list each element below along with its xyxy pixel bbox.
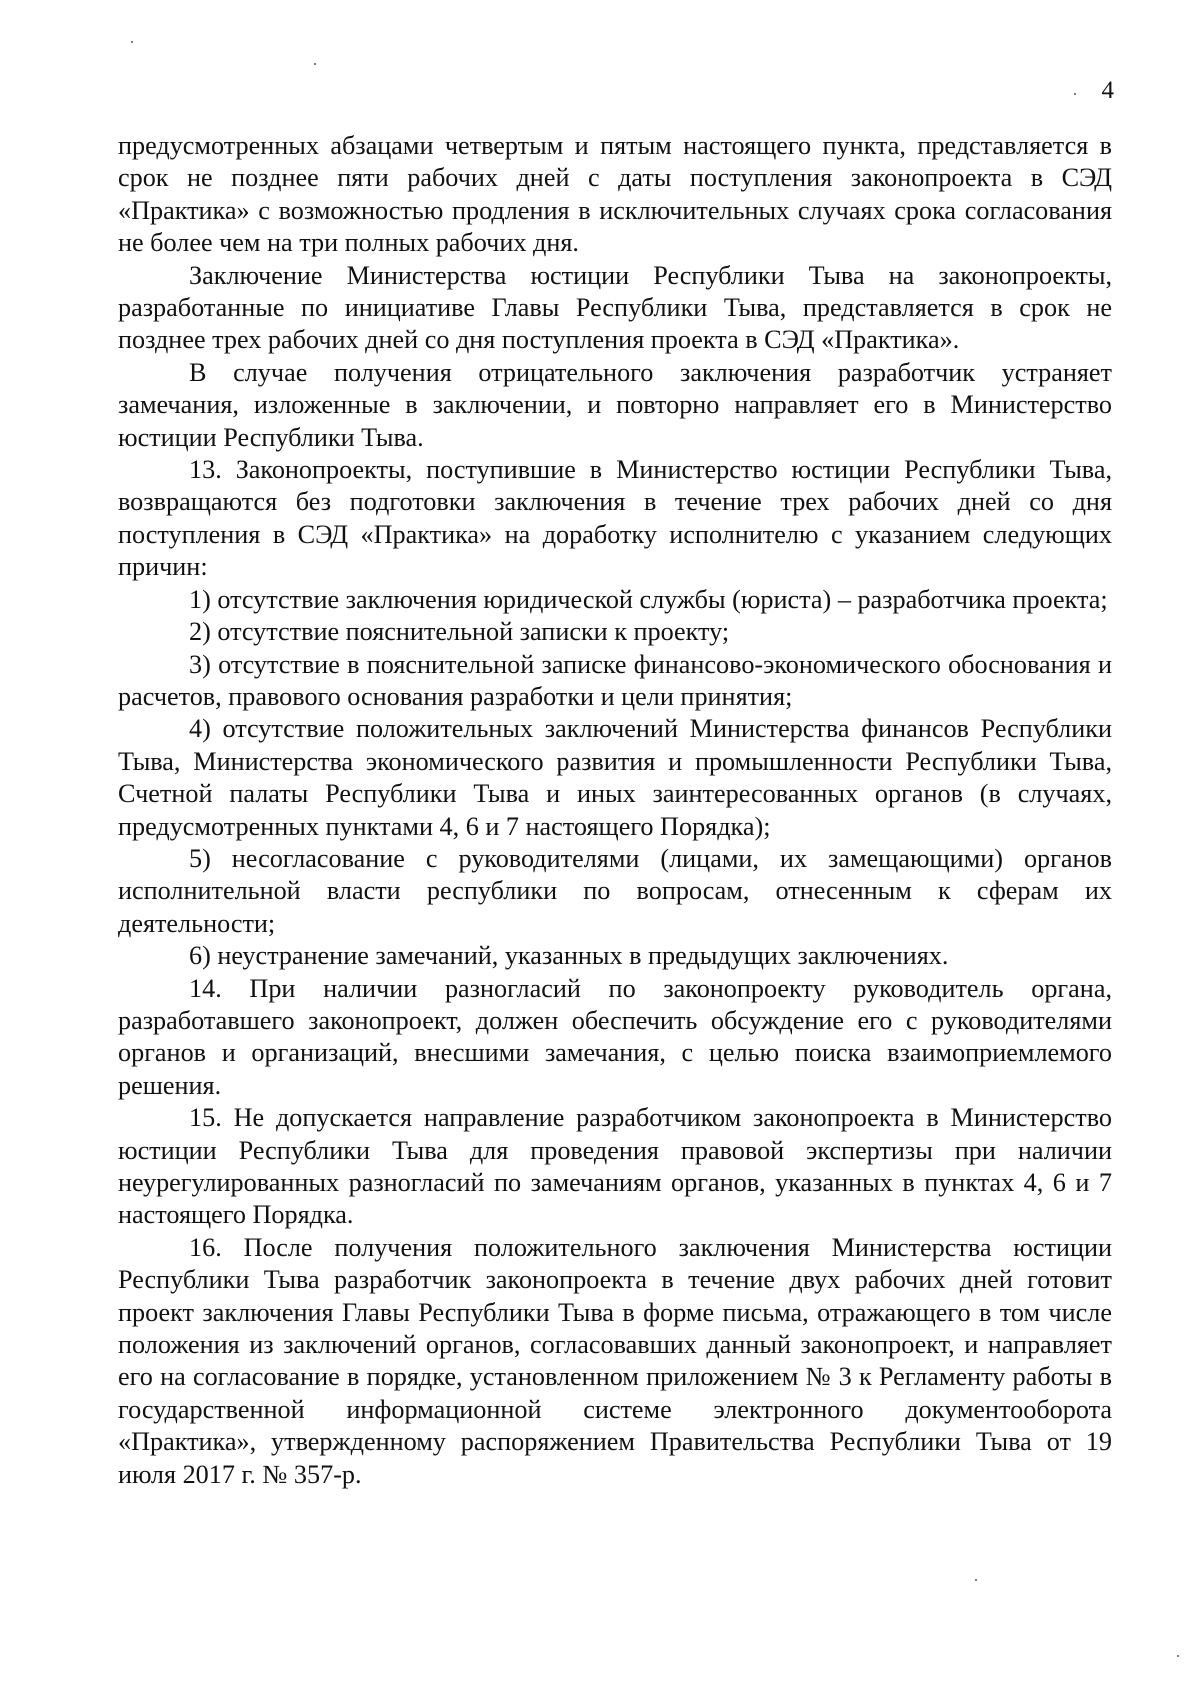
list-item: 3) отсутствие в пояснительной записке финансово-экономического обоснования и расчетов, правового основания разработки и цели принятия; [118,649,1112,711]
list-item: 2) отсутствие пояснительной записки к проекту; [189,617,730,647]
list-item: 4) отсутствие положительных заключений Министерства финансов Республики Тыва, Министерства экономического развития и промышленности Республики Тыва, Счетной палаты Республики Тыва и иных заинтересованных органов (в случаях, предусмотренных пунктами 4, 6 и 7 настоящего Порядка); [118,714,1112,841]
page-number: 4 [1101,77,1114,104]
paragraph: предусмотренных абзацами четвертым и пятым настоящего пункта, представляется в срок не позднее пяти рабочих дней с даты поступления законопроекта в СЭД «Практика» с возможностью продления в исключительных случаях срока согласования не более чем на три полных рабочих дня. [118,131,1112,258]
list-item: 5) несогласование с руководителями (лицами, их замещающими) органов исполнительной власти республики по вопросам, отнесенным к сферам их деятельности; [118,843,1112,938]
list-item: 6) неустранение замечаний, указанных в предыдущих заключениях. [189,941,949,971]
paragraph: Заключение Министерства юстиции Республики Тыва на законопроекты, разработанные по инициативе Главы Республики Тыва, представляется в срок не позднее трех рабочих дней со дня поступления проекта в СЭД «Практика». [118,260,1112,355]
list-item: 1) отсутствие заключения юридической службы (юриста) – разработчика проекта; [189,584,1108,614]
scan-speck [314,63,316,65]
scan-speck [1074,93,1076,95]
scan-speck [131,41,133,43]
paragraph: 15. Не допускается направление разработчиком законопроекта в Министерство юстиции Республики Тыва для проведения правовой экспертизы при наличии неурегулированных разногласий по замечаниям органов, указанных в пунктах 4, 6 и 7 настоящего Порядка. [118,1103,1112,1230]
paragraph: 14. При наличии разногласий по законопроекту руководитель органа, разработавшего законопроект, должен обеспечить обсуждение его с руководителями органов и организаций, внесшими замечания, с целью поиска взаимоприемлемого решения. [118,973,1112,1100]
paragraph: В случае получения отрицательного заключения разработчик устраняет замечания, изложенные в заключении, и повторно направляет его в Министерство юстиции Республики Тыва. [118,357,1112,452]
scan-speck [975,1579,977,1581]
paragraph: 16. После получения положительного заключения Министерства юстиции Республики Тыва разработчик законопроекта в течение двух рабочих дней готовит проект заключения Главы Республики Тыва в форме письма, отражающего в том числе положения из заключений органов, согласовавших данный законопроект, и направляет его на согласование в порядке, установленном приложением № 3 к Регламенту работы в государственной информационной системе электронного документооборота «Практика», утвержденному распоряжением Правительства Республики Тыва от 19 июля 2017 г. № 357-р. [118,1232,1112,1489]
paragraph: 13. Законопроекты, поступившие в Министерство юстиции Республики Тыва, возвращаются без подготовки заключения в течение трех рабочих дней со дня поступления в СЭД «Практика» на доработку исполнителю с указанием следующих причин: [118,455,1112,582]
document-body [118,130,1112,1491]
scan-speck [1177,1655,1179,1657]
